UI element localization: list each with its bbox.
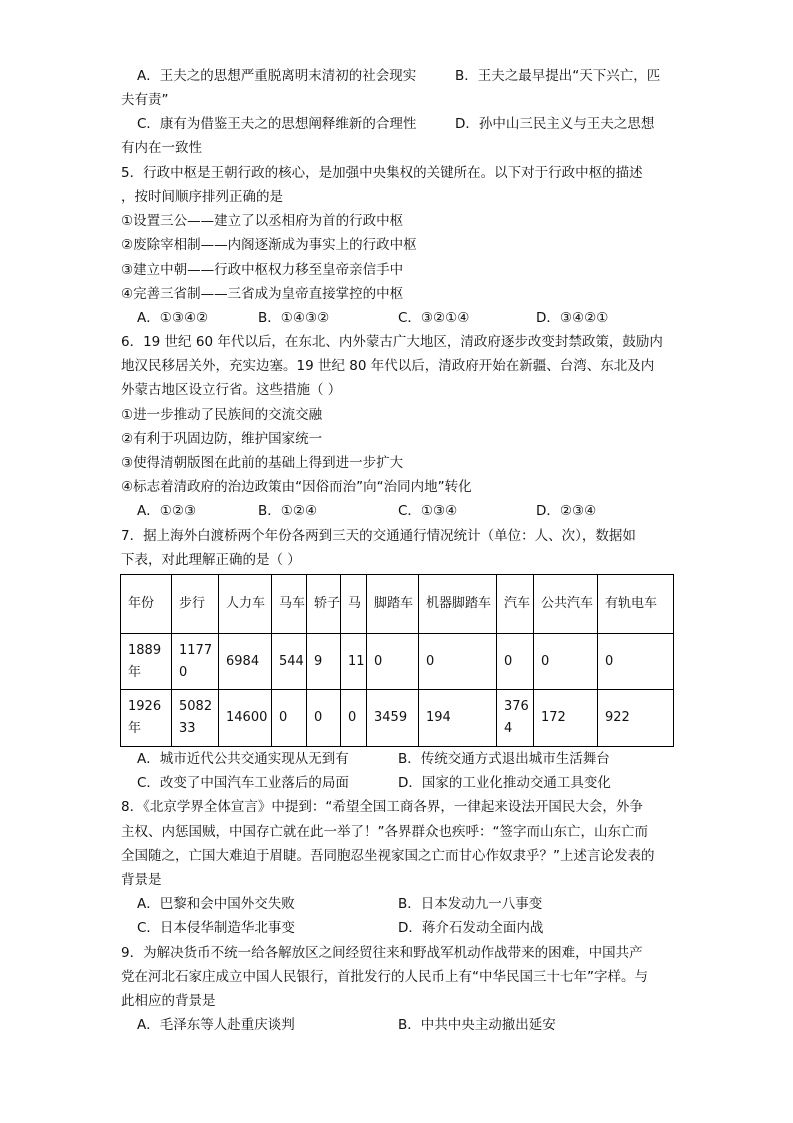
q9-stem-cont-1: 党在河北石家庄成立中国人民银行，首批发行的人民币上有“中华民国三十七年”字样。与 (121, 969, 648, 985)
table-header-cell: 脚踏车 (367, 575, 419, 634)
q9-option-a: A．毛泽东等人赴重庆谈判 (137, 1017, 295, 1033)
q4-option-b: B．王夫之最早提出“天下兴亡，匹 (455, 68, 661, 84)
table-header-cell: 有轨电车 (598, 575, 674, 634)
q8-stem-cont-2: 全国随之，亡国大难迫于眉睫。吾同胞忍坐视家国之亡而甘心作奴隶乎？”上述言论发表的 (121, 848, 655, 864)
table-cell: 922 (598, 690, 674, 747)
q5-option-b: B．①④③② (258, 310, 330, 326)
q9-stem: 9．为解决货币不统一给各解放区之间经贸往来和野战军机动作战带来的困难，中国共产 (121, 945, 643, 961)
table-cell: 194 (419, 690, 497, 747)
table-header-row (121, 575, 674, 634)
q5-stem: 5．行政中枢是王朝行政的核心，是加强中央集权的关键所在。以下对于行政中枢的描述 (121, 165, 643, 181)
table-header-cell: 人力车 (219, 575, 272, 634)
q6-option-a: A．①②③ (137, 503, 197, 519)
q6-item-3: ③使得清朝版图在此前的基础上得到进一步扩大 (121, 455, 404, 471)
table-cell: 1926年 (121, 690, 172, 747)
q4-option-c: C．康有为借鉴王夫之的思想阐释维新的合理性 (137, 116, 417, 132)
q5-option-a: A．①③④② (137, 310, 209, 326)
table-row (121, 690, 674, 747)
q4-option-d: D．孙中山三民主义与王夫之思想 (455, 116, 655, 132)
table-cell: 3459 (367, 690, 419, 747)
table-cell: 0 (307, 690, 341, 747)
table-header-cell: 马 (341, 575, 367, 634)
q6-item-4: ④标志着清政府的治边政策由“因俗而治”向“治同内地”转化 (121, 479, 472, 495)
table-header-cell: 马车 (272, 575, 307, 634)
q6-item-2: ②有利于巩固边防，维护国家统一 (121, 431, 323, 447)
table-header-cell: 汽车 (497, 575, 534, 634)
q7-option-c: C．改变了中国汽车工业落后的局面 (137, 775, 349, 791)
table-cell: 11 (341, 634, 367, 690)
q4-option-a: A．王夫之的思想严重脱离明末清初的社会现实 (137, 68, 417, 84)
table-cell: 11770 (172, 634, 219, 690)
q6-option-d: D．②③④ (536, 503, 597, 519)
table-cell: 6984 (219, 634, 272, 690)
q9-stem-cont-2: 此相应的背景是 (121, 993, 216, 1009)
q5-stem-cont: ，按时间顺序排列正确的是 (121, 189, 283, 205)
q6-stem-cont-2: 外蒙古地区设立行省。这些措施（ ） (121, 382, 342, 398)
q6-stem: 6．19 世纪 60 年代以后，在东北、内外蒙古广大地区，清政府逐步改变封禁政策，鼓励内 (121, 334, 663, 350)
table-cell: 14600 (219, 690, 272, 747)
table-row (121, 634, 674, 690)
q8-option-b: B．日本发动九一八事变 (398, 896, 543, 912)
q8-stem: 8．《北京学界全体宣言》中提到：“希望全国工商各界，一律起来设法开国民大会，外争 (121, 799, 643, 815)
table-cell: 0 (497, 634, 534, 690)
q5-item-1: ①设置三公——建立了以丞相府为首的行政中枢 (121, 213, 404, 229)
q9-option-b: B．中共中央主动撤出延安 (398, 1017, 556, 1033)
table-header-cell: 机器脚踏车 (419, 575, 497, 634)
q4-option-b-cont: 夫有责” (121, 92, 169, 108)
table-header-cell: 轿子 (307, 575, 341, 634)
q6-item-1: ①进一步推动了民族间的交流交融 (121, 407, 323, 423)
q8-stem-cont-1: 主权、内惩国贼，中国存亡就在此一举了！”各界群众也疾呼：“签字而山东亡，山东亡而 (121, 824, 648, 840)
table-cell: 0 (598, 634, 674, 690)
q6-option-b: B．①②④ (258, 503, 318, 519)
q7-stem-cont: 下表，对此理解正确的是（ ） (121, 552, 301, 568)
q6-option-c: C．①③④ (398, 503, 458, 519)
table-cell: 508233 (172, 690, 219, 747)
q8-option-d: D．蒋介石发动全面内战 (398, 920, 544, 936)
q8-stem-cont-3: 背景是 (121, 872, 162, 888)
q7-option-b: B．传统交通方式退出城市生活舞台 (398, 751, 610, 767)
q5-option-c: C．③②①④ (398, 310, 470, 326)
q8-option-c: C．日本侵华制造华北事变 (137, 920, 295, 936)
q6-stem-cont-1: 地汉民移居关外，充实边塞。19 世纪 80 年代以后，清政府开始在新疆、台湾、东北及内 (121, 358, 655, 374)
q7-stem: 7．据上海外白渡桥两个年份各两到三天的交通通行情况统计（单位：人、次），数据如 (121, 528, 636, 544)
table-header-cell: 公共汽车 (534, 575, 598, 634)
table-cell: 0 (534, 634, 598, 690)
q5-item-2: ②废除宰相制——内阁逐渐成为事实上的行政中枢 (121, 237, 417, 253)
q5-item-3: ③建立中朝——行政中枢权力移至皇帝亲信手中 (121, 262, 404, 278)
table-cell: 172 (534, 690, 598, 747)
table-cell: 0 (367, 634, 419, 690)
table-header-cell: 年份 (121, 575, 172, 634)
traffic-table (120, 574, 674, 747)
table-cell: 0 (272, 690, 307, 747)
table-cell: 544 (272, 634, 307, 690)
table-cell: 9 (307, 634, 341, 690)
q5-option-d: D．③④②① (536, 310, 609, 326)
q8-option-a: A．巴黎和会中国外交失败 (137, 896, 295, 912)
table-cell: 0 (419, 634, 497, 690)
q5-item-4: ④完善三省制——三省成为皇帝直接掌控的中枢 (121, 286, 404, 302)
q7-option-d: D．国家的工业化推动交通工具变化 (398, 775, 611, 791)
table-cell: 1889年 (121, 634, 172, 690)
q7-option-a: A．城市近代公共交通实现从无到有 (137, 751, 349, 767)
table-cell: 3764 (497, 690, 534, 747)
table-cell: 0 (341, 690, 367, 747)
q4-option-d-cont: 有内在一致性 (121, 140, 202, 156)
table-header-cell: 步行 (172, 575, 219, 634)
